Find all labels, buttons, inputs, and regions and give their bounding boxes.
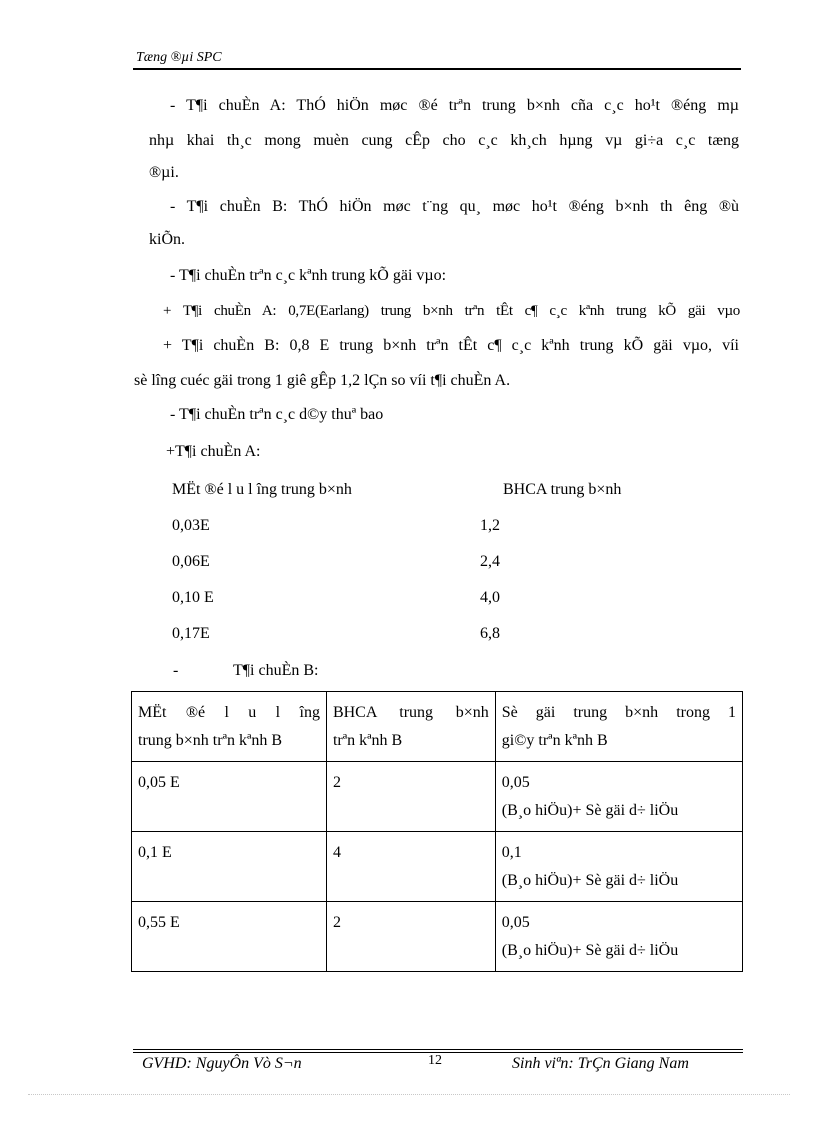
paragraph-line: - T¶i chuÈn A: ThÓ hiÖn møc ®é trªn trung b×nh cña c¸c ho¹t ®éng mµ: [170, 97, 739, 114]
list-item-right: 4,0: [480, 589, 500, 606]
table-cell: 0,55 E: [132, 902, 327, 972]
paragraph-line: nhµ khai th¸c mong muèn cung cÊp cho c¸c kh¸ch hµng vµ gi÷a c¸c tæng: [149, 132, 739, 149]
list-header-right: BHCA trung b×nh: [503, 481, 622, 498]
table-cell: 2: [326, 902, 495, 972]
list-item-left: 0,10 E: [172, 589, 214, 606]
page-bottom-border: [28, 1094, 790, 1095]
paragraph-line: sè lîng cuéc gäi trong 1 giê gÊp 1,2 lÇn so víi t¶i chuÈn A.: [134, 372, 511, 389]
table-header-cell: MËt ®é l u l îng trung b×nh trªn kªnh B: [132, 692, 327, 762]
table-row: [132, 902, 743, 972]
table-cell: 0,1 E: [132, 832, 327, 902]
table-cell: 2: [326, 762, 495, 832]
list-header-left: MËt ®é l u l îng trung b×nh: [172, 481, 352, 498]
table-row: [132, 832, 743, 902]
table-header-cell: Sè gäi trung b×nh trong 1 gi©y trªn kªnh B: [495, 692, 742, 762]
paragraph-line: kiÕn.: [149, 231, 185, 248]
table-cell: 0,1 (B¸o hiÖu)+ Sè gäi d÷ liÖu: [495, 832, 742, 902]
table-row: [132, 762, 743, 832]
load-table: [131, 691, 743, 972]
footer-student: Sinh viªn: TrÇn Giang Nam: [512, 1055, 689, 1072]
paragraph-line: - T¶i chuÈn B: ThÓ hiÖn møc t¨ng qu¸ møc ho¹t ®éng b×nh th êng ®ù: [170, 198, 739, 215]
paragraph-line: - T¶i chuÈn trªn c¸c d©y thuª bao: [170, 406, 384, 423]
paragraph-line: T¶i chuÈn B:: [233, 662, 319, 679]
header-title: Tæng ®µi SPC: [136, 50, 222, 65]
list-item-left: 0,06E: [172, 553, 210, 570]
list-item-left: 0,03E: [172, 517, 210, 534]
table-cell: 0,05 (B¸o hiÖu)+ Sè gäi d÷ liÖu: [495, 762, 742, 832]
header-rule: [133, 68, 741, 70]
footer-rule: [133, 1049, 743, 1050]
paragraph-line: ®µi.: [149, 164, 179, 181]
paragraph-line: + T¶i chuÈn B: 0,8 E trung b×nh trªn tÊt c¶ c¸c kªnh trung kÕ gäi vµo, víi: [163, 337, 739, 354]
table-cell: 0,05 E: [132, 762, 327, 832]
table-header-row: [132, 692, 743, 762]
page-number: 12: [428, 1053, 442, 1068]
table-cell: 4: [326, 832, 495, 902]
list-item-right: 2,4: [480, 553, 500, 570]
list-item-left: 0,17E: [172, 625, 210, 642]
footer-advisor: GVHD: NguyÔn Vò S¬n: [142, 1055, 302, 1072]
paragraph-line: - T¶i chuÈn trªn c¸c kªnh trung kÕ gäi vµo:: [170, 267, 447, 284]
list-dash: -: [173, 662, 179, 679]
paragraph-line: +T¶i chuÈn A:: [166, 443, 261, 460]
list-item-right: 1,2: [480, 517, 500, 534]
paragraph-line: + T¶i chuÈn A: 0,7E(Earlang) trung b×nh trªn tÊt c¶ c¸c kªnh trung kÕ gäi vµo: [163, 303, 740, 319]
table-cell: 0,05 (B¸o hiÖu)+ Sè gäi d÷ liÖu: [495, 902, 742, 972]
table-header-cell: BHCA trung b×nh trªn kªnh B: [326, 692, 495, 762]
list-item-right: 6,8: [480, 625, 500, 642]
